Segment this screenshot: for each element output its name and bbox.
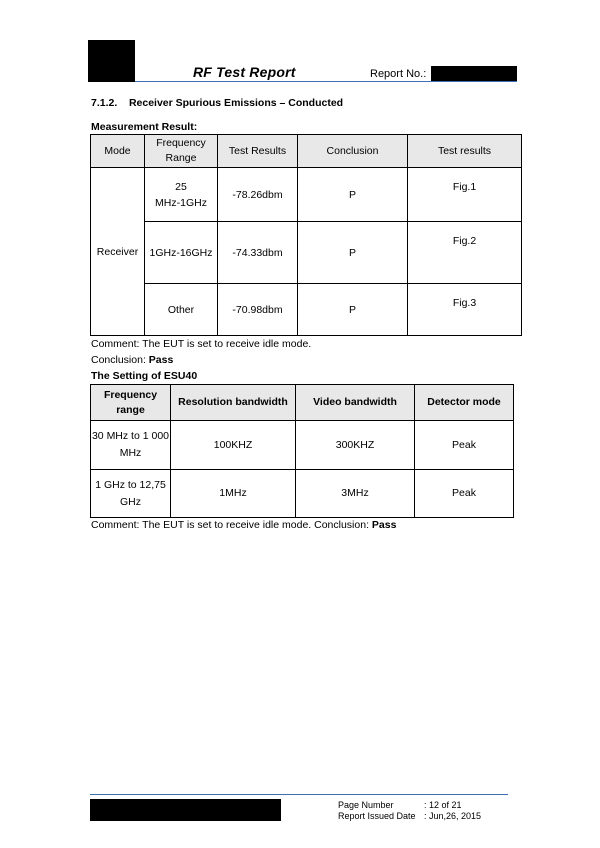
redacted-logo bbox=[88, 40, 135, 82]
page-number-value: : 12 of 21 bbox=[424, 800, 462, 810]
col-header-mode: Mode bbox=[91, 135, 145, 168]
frequency-range-cell: Other bbox=[145, 284, 218, 336]
figure-ref-cell: Fig.1 bbox=[408, 168, 522, 222]
page-number-label: Page Number bbox=[338, 800, 394, 810]
header-rule bbox=[135, 81, 517, 82]
col-header-test-results-fig: Test results bbox=[408, 135, 522, 168]
result-table bbox=[90, 134, 522, 336]
frequency-range-cell: 1 GHz to 12,75 GHz bbox=[91, 470, 171, 518]
report-number-label: Report No.: bbox=[370, 68, 427, 80]
col-header-frequency-range: Frequency range bbox=[91, 385, 171, 421]
test-result-cell: -74.33dbm bbox=[218, 222, 298, 284]
conclusion-cell: P bbox=[298, 284, 408, 336]
table-row bbox=[91, 470, 514, 518]
col-header-test-results: Test Results bbox=[218, 135, 298, 168]
rbw-cell: 100KHZ bbox=[171, 421, 296, 470]
rbw-cell: 1MHz bbox=[171, 470, 296, 518]
frequency-range-cell: 25 MHz-1GHz bbox=[145, 168, 218, 222]
figure-ref-cell: Fig.2 bbox=[408, 222, 522, 284]
redacted-footer bbox=[90, 799, 281, 821]
section-heading: 7.1.2. Receiver Spurious Emissions – Conducted bbox=[91, 97, 344, 109]
redacted-report-number bbox=[431, 66, 517, 82]
detector-cell: Peak bbox=[415, 470, 514, 518]
conclusion-cell: P bbox=[298, 222, 408, 284]
measurement-result-label: Measurement Result: bbox=[91, 121, 198, 133]
col-header-frequency-range: Frequency Range bbox=[145, 135, 218, 168]
vbw-cell: 300KHZ bbox=[296, 421, 415, 470]
comment-text: Comment: The EUT is set to receive idle mode. bbox=[91, 338, 312, 350]
table-row bbox=[91, 284, 522, 336]
detector-cell: Peak bbox=[415, 421, 514, 470]
issued-date-value: : Jun,26, 2015 bbox=[424, 811, 482, 821]
settings-heading: The Setting of ESU40 bbox=[91, 370, 198, 382]
conclusion-cell: P bbox=[298, 168, 408, 222]
table-row bbox=[91, 421, 514, 470]
frequency-range-cell: 30 MHz to 1 000 MHz bbox=[91, 421, 171, 470]
conclusion-text: Conclusion: Pass bbox=[91, 354, 174, 366]
report-title: RF Test Report bbox=[193, 64, 296, 80]
test-result-cell: -70.98dbm bbox=[218, 284, 298, 336]
vbw-cell: 3MHz bbox=[296, 470, 415, 518]
conclusion-value: Pass bbox=[148, 354, 174, 366]
col-header-resolution-bandwidth: Resolution bandwidth bbox=[171, 385, 296, 421]
table-header-row bbox=[91, 135, 522, 168]
conclusion-value: Pass bbox=[371, 519, 397, 531]
table-header-row bbox=[91, 385, 514, 421]
test-result-cell: -78.26dbm bbox=[218, 168, 298, 222]
footer-rule bbox=[90, 794, 508, 795]
issued-date-label: Report Issued Date bbox=[338, 811, 416, 821]
mode-cell: Receiver bbox=[91, 168, 145, 336]
settings-table bbox=[90, 384, 514, 518]
col-header-video-bandwidth: Video bandwidth bbox=[296, 385, 415, 421]
table-row bbox=[91, 222, 522, 284]
table-row bbox=[91, 168, 522, 222]
figure-ref-cell: Fig.3 bbox=[408, 284, 522, 336]
comment-conclusion-text: Comment: The EUT is set to receive idle mode. Conclusion: Pass bbox=[91, 519, 397, 531]
frequency-range-cell: 1GHz-16GHz bbox=[145, 222, 218, 284]
col-header-detector-mode: Detector mode bbox=[415, 385, 514, 421]
col-header-conclusion: Conclusion bbox=[298, 135, 408, 168]
